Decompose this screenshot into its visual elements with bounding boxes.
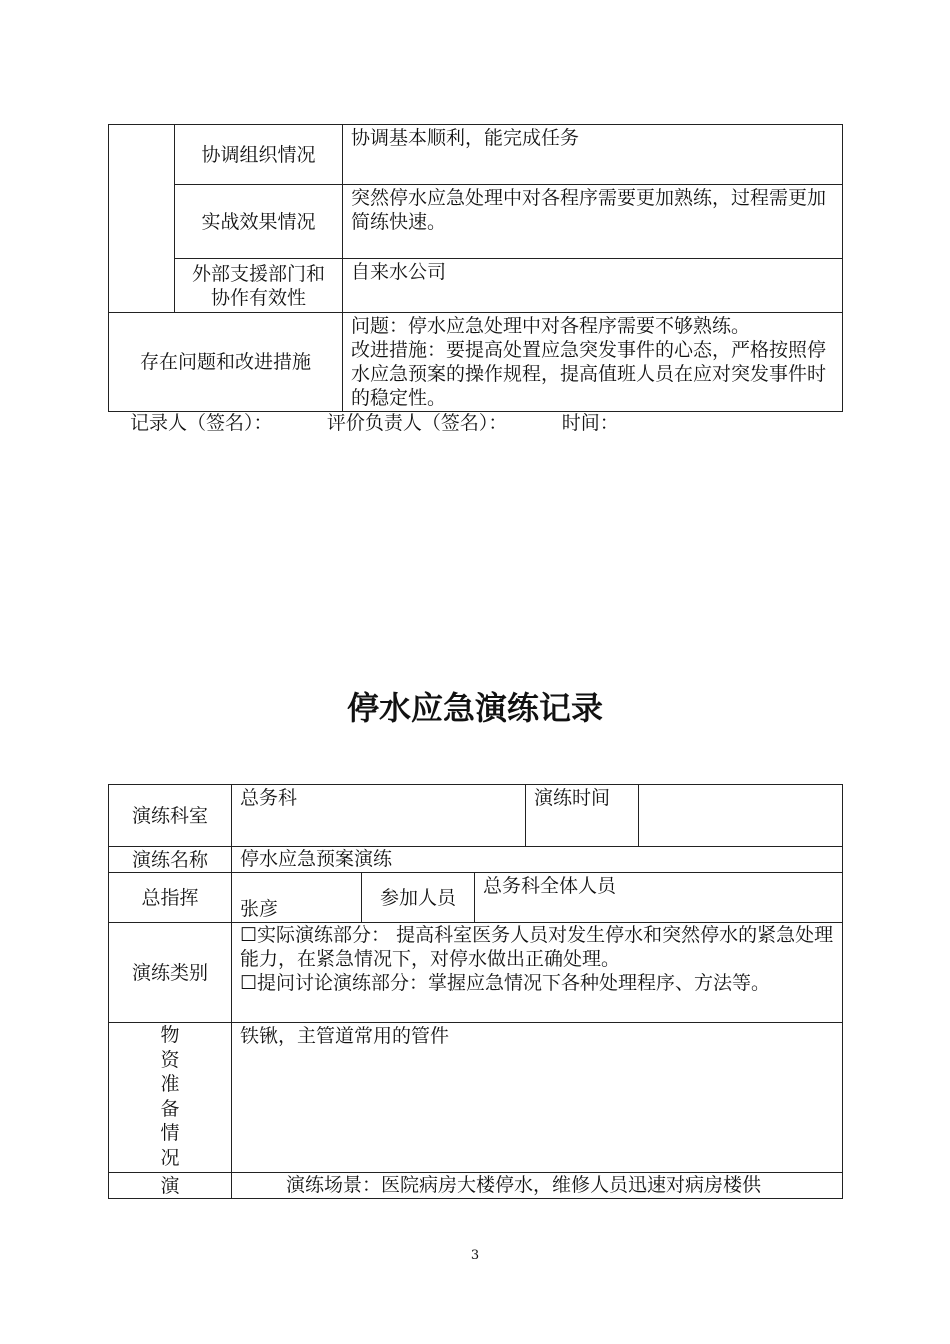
name-label: 演练名称 [109,847,232,873]
materials-value: 铁锹，主管道常用的管件 [232,1023,843,1173]
evaluation-table [108,124,843,412]
page-number: 3 [470,1248,480,1263]
scenario-label: 演 [109,1173,232,1199]
dept-label: 演练科室 [109,785,232,847]
external-support-label: 外部支援部门和协作有效性 [175,259,343,313]
category-actual: ☐实际演练部分： 提高科室医务人员对发生停水和突然停水的紧急处理能力，在紧急情况下，对停水做出正确处理。 [240,924,834,970]
category-value [232,923,843,1023]
blank-merged-cell [109,125,175,313]
scenario-value: 演练场景：医院病房大楼停水，维修人员迅速对病房楼供 [232,1173,843,1199]
coordination-label: 协调组织情况 [175,125,343,185]
name-value: 停水应急预案演练 [232,847,843,873]
time-value [639,785,843,847]
issues-value [343,313,843,412]
participants-label: 参加人员 [362,873,475,923]
commander-label: 总指挥 [109,873,232,923]
materials-label [109,1023,232,1173]
effect-label: 实战效果情况 [175,185,343,259]
signature-line: 记录人（签名）： 评价负责人（签名）： 时间： [130,412,619,434]
issues-measures: 改进措施：要提高处置应急突发事件的心态，严格按照停水应急预案的操作规程，提高值班人员在应对突发事件时的稳定性。 [351,339,827,409]
materials-label-text: 物资准备情况 [160,1024,180,1169]
participants-value: 总务科全体人员 [475,873,843,923]
commander-value: 张彦 [232,873,362,923]
issues-label: 存在问题和改进措施 [109,313,343,412]
category-label: 演练类别 [109,923,232,1023]
category-discussion: ☐提问讨论演练部分：掌握应急情况下各种处理程序、方法等。 [240,972,771,994]
issues-problem: 问题：停水应急处理中对各程序需要不够熟练。 [351,315,751,337]
coordination-value: 协调基本顺利，能完成任务 [343,125,843,185]
time-label: 演练时间 [526,785,639,847]
effect-value: 突然停水应急处理中对各程序需要更加熟练，过程需更加简练快速。 [343,185,843,259]
dept-value: 总务科 [232,785,526,847]
external-support-value: 自来水公司 [343,259,843,313]
drill-record-table [108,784,843,1199]
page-title: 停水应急演练记录 [346,689,603,727]
